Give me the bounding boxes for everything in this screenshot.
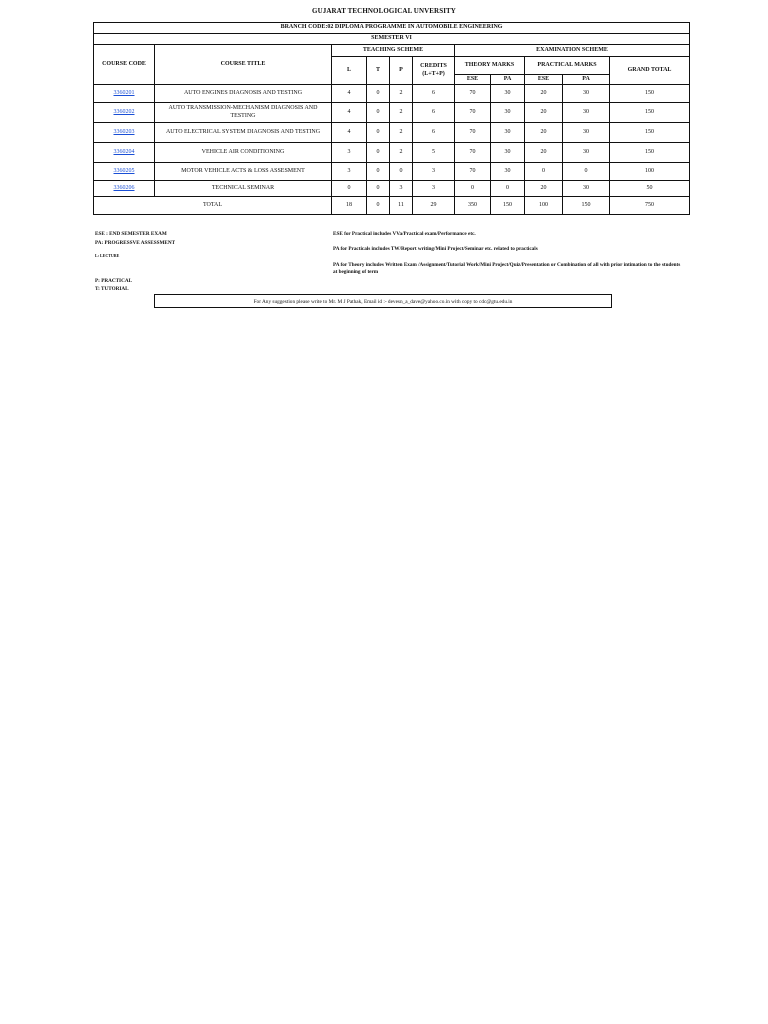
tutorial-hours-cell: 0 <box>367 85 390 103</box>
practical-ese-cell: 20 <box>525 181 563 197</box>
course-title-cell: AUTO ENGINES DIAGNOSIS AND TESTING <box>155 85 332 103</box>
practical-hours-cell: 2 <box>390 85 413 103</box>
tutorial-hours-cell: 0 <box>367 103 390 123</box>
practical-pa-cell: 30 <box>563 143 610 163</box>
total-practical-pa: 150 <box>563 197 610 215</box>
total-credits: 29 <box>413 197 455 215</box>
course-code-cell <box>94 85 155 103</box>
header-practical-marks: PRACTICAL MARKS <box>525 57 610 75</box>
header-practical-pa: PA <box>563 75 610 85</box>
theory-pa-cell: 30 <box>491 143 525 163</box>
tutorial-hours-cell: 0 <box>367 123 390 143</box>
practical-pa-cell: 0 <box>563 163 610 181</box>
lecture-hours-cell: 4 <box>332 123 367 143</box>
course-code-cell <box>94 181 155 197</box>
header-l: L <box>332 57 367 85</box>
note-tutorial-definition: T: TUTORIAL <box>95 286 129 292</box>
grand-total-cell: 150 <box>610 123 690 143</box>
note-ese-practical: ESE for Practical includes VVa/Practical exam/Performance etc. <box>333 231 476 237</box>
theory-pa-cell: 30 <box>491 85 525 103</box>
practical-pa-cell: 30 <box>563 123 610 143</box>
tutorial-hours-cell: 0 <box>367 143 390 163</box>
course-title-cell: VEHICLE AIR CONDITIONING <box>155 143 332 163</box>
lecture-hours-cell: 3 <box>332 163 367 181</box>
practical-pa-cell: 30 <box>563 103 610 123</box>
note-pa-definition: PA: PROGRESSVE ASSESSMENT <box>95 240 176 246</box>
course-code-link[interactable]: 3360201 <box>113 89 135 96</box>
course-rows <box>94 85 690 197</box>
lecture-hours-cell: 3 <box>332 143 367 163</box>
note-practical-definition: P: PRACTICAL <box>95 278 133 284</box>
practical-hours-cell: 0 <box>390 163 413 181</box>
practical-ese-cell: 20 <box>525 103 563 123</box>
theory-ese-cell: 70 <box>455 123 491 143</box>
table-row <box>94 85 690 103</box>
credits-cell: 6 <box>413 123 455 143</box>
grand-total-cell: 100 <box>610 163 690 181</box>
practical-pa-cell: 30 <box>563 85 610 103</box>
practical-ese-cell: 20 <box>525 85 563 103</box>
practical-hours-cell: 2 <box>390 143 413 163</box>
header-theory-pa: PA <box>491 75 525 85</box>
theory-ese-cell: 70 <box>455 85 491 103</box>
practical-ese-cell: 20 <box>525 143 563 163</box>
branch-line: BRANCH CODE:02 DIPLOMA PROGRAMME IN AUTOMOBILE ENGINEERING <box>94 23 690 34</box>
credits-cell: 3 <box>413 181 455 197</box>
header-p: P <box>390 57 413 85</box>
theory-pa-cell: 0 <box>491 181 525 197</box>
header-theory-marks: THEORY MARKS <box>455 57 525 75</box>
course-code-link[interactable]: 3360202 <box>113 108 135 115</box>
note-pa-theory: PA for Theory includes Written Exam /Assignment/Tutorial Work/Mini Project/Quiz/Presentation or Combination of all with prior intimation to the students at beginning of term <box>333 262 681 275</box>
grand-total-cell: 150 <box>610 85 690 103</box>
suggestion-box: For Any suggestion please write to Mr. M J Pathak, Email id :- devesn_a_dave@yahoo.co.in with copy to cdc@gtu.edu.in <box>154 294 612 308</box>
note-ese-definition: ESE : END SEMESTER EXAM <box>95 231 167 237</box>
header-examination-scheme: EXAMINATION SCHEME <box>455 45 690 57</box>
table-row <box>94 181 690 197</box>
semester-label: SEMESTER VI <box>94 34 690 45</box>
header-teaching-scheme: TEACHING SCHEME <box>332 45 455 57</box>
course-code-cell <box>94 103 155 123</box>
tutorial-hours-cell: 0 <box>367 181 390 197</box>
credits-cell: 3 <box>413 163 455 181</box>
lecture-hours-cell: 4 <box>332 103 367 123</box>
lecture-hours-cell: 4 <box>332 85 367 103</box>
credits-label: CREDITS <box>420 63 447 69</box>
header-credits <box>413 57 455 85</box>
total-p: 11 <box>390 197 413 215</box>
course-title-cell: MOTOR VEHICLE ACTS & LOSS ASSESMENT <box>155 163 332 181</box>
course-code-link[interactable]: 3360206 <box>113 184 135 191</box>
grand-total-cell: 150 <box>610 103 690 123</box>
header-grand-total: GRAND TOTAL <box>610 57 690 85</box>
university-title: GUJARAT TECHNOLOGICAL UNVERSITY <box>312 7 456 15</box>
course-title-cell: AUTO ELECTRICAL SYSTEM DIAGNOSIS AND TESTING <box>155 123 332 143</box>
credits-cell: 5 <box>413 143 455 163</box>
practical-ese-cell: 0 <box>525 163 563 181</box>
total-l: 18 <box>332 197 367 215</box>
course-title-cell: AUTO TRANSMISSION-MECHANISM DIAGNOSIS AND TESTING <box>155 103 332 123</box>
course-code-link[interactable]: 3360203 <box>113 128 135 135</box>
theory-pa-cell: 30 <box>491 103 525 123</box>
theory-pa-cell: 30 <box>491 163 525 181</box>
theory-pa-cell: 30 <box>491 123 525 143</box>
total-theory-ese: 350 <box>455 197 491 215</box>
credits-formula: (L+T+P) <box>422 70 445 77</box>
total-theory-pa: 150 <box>491 197 525 215</box>
theory-ese-cell: 70 <box>455 103 491 123</box>
credits-cell: 6 <box>413 85 455 103</box>
grand-total-cell: 150 <box>610 143 690 163</box>
total-t: 0 <box>367 197 390 215</box>
course-code-cell <box>94 163 155 181</box>
grand-total-cell: 50 <box>610 181 690 197</box>
theory-ese-cell: 70 <box>455 163 491 181</box>
theory-ese-cell: 0 <box>455 181 491 197</box>
total-row <box>94 197 690 215</box>
note-pa-practicals: PA for Practicals includes TW/Report writing/Mini Project/Seminar etc. related to practicals <box>333 246 538 252</box>
table-row <box>94 143 690 163</box>
practical-hours-cell: 2 <box>390 103 413 123</box>
theory-ese-cell: 70 <box>455 143 491 163</box>
note-lecture-definition: L: LECTURE <box>95 253 120 258</box>
table-row <box>94 103 690 123</box>
course-code-link[interactable]: 3360205 <box>113 167 135 174</box>
table-row <box>94 163 690 181</box>
total-label: TOTAL <box>94 197 332 215</box>
header-course-title: COURSE TITLE <box>155 45 332 85</box>
scheme-table <box>93 22 690 215</box>
header-t: T <box>367 57 390 85</box>
header-practical-ese: ESE <box>525 75 563 85</box>
practical-ese-cell: 20 <box>525 123 563 143</box>
lecture-hours-cell: 0 <box>332 181 367 197</box>
practical-pa-cell: 30 <box>563 181 610 197</box>
total-grand-total: 750 <box>610 197 690 215</box>
course-code-cell <box>94 143 155 163</box>
tutorial-hours-cell: 0 <box>367 163 390 181</box>
header-theory-ese: ESE <box>455 75 491 85</box>
course-title-cell: TECHNICAL SEMINAR <box>155 181 332 197</box>
practical-hours-cell: 3 <box>390 181 413 197</box>
header-course-code: COURSE CODE <box>94 45 155 85</box>
practical-hours-cell: 2 <box>390 123 413 143</box>
credits-cell: 6 <box>413 103 455 123</box>
total-practical-ese: 100 <box>525 197 563 215</box>
table-row <box>94 123 690 143</box>
course-code-link[interactable]: 3360204 <box>113 148 135 155</box>
course-code-cell <box>94 123 155 143</box>
